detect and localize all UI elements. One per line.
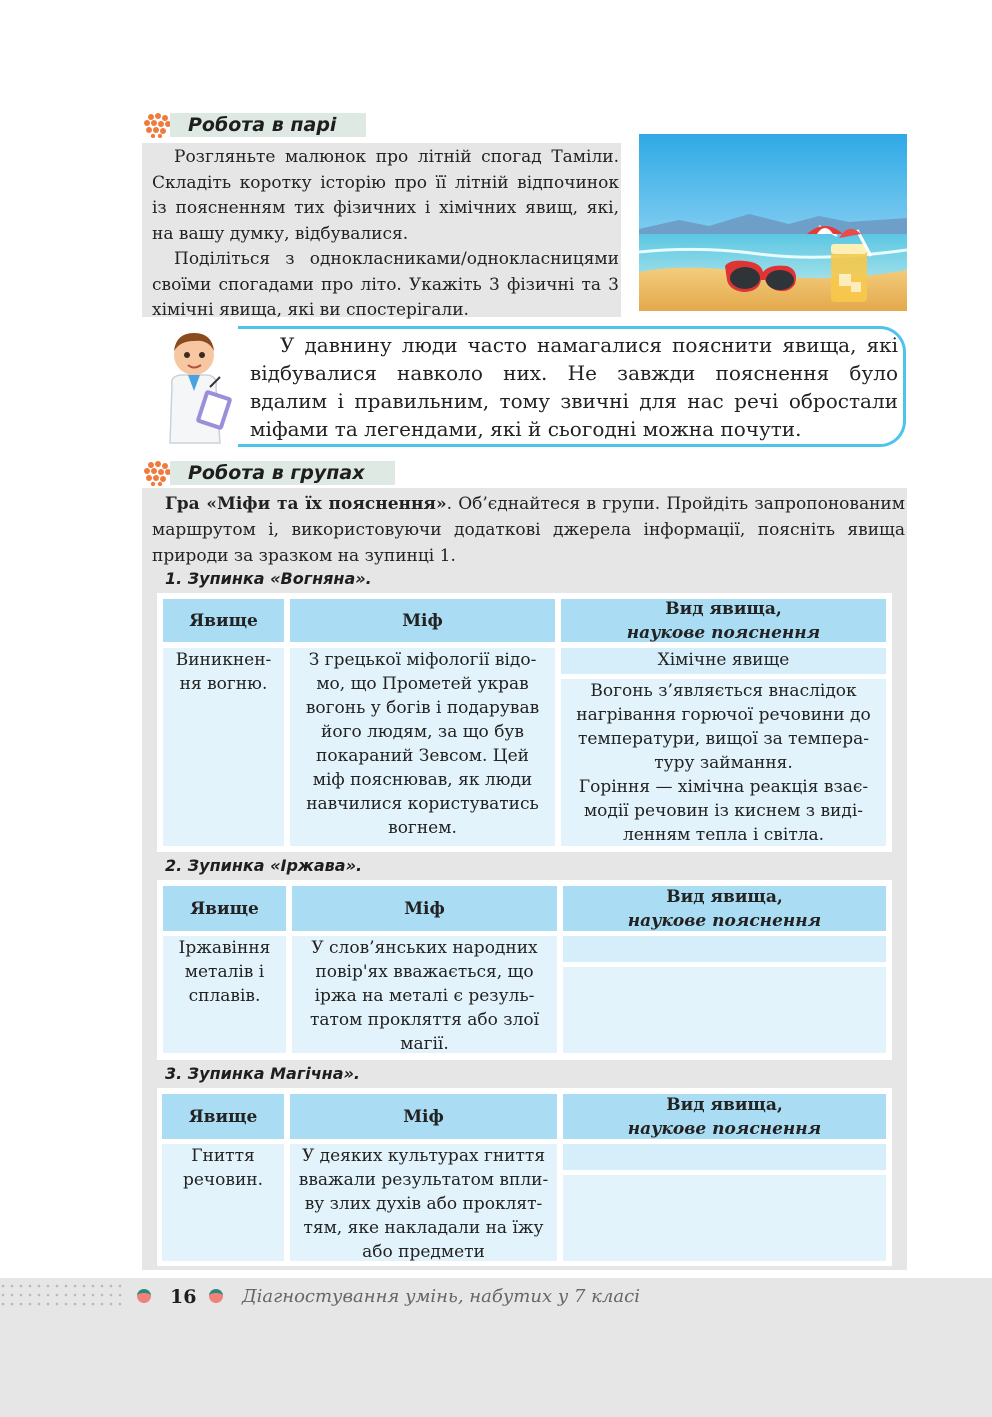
footer-dot-pattern	[0, 1282, 125, 1312]
header-type: Вид явища, наукове пояснення	[563, 1094, 886, 1139]
header-type: Вид явища, наукове пояснення	[563, 886, 886, 931]
stop-1-type: Хімічне явище	[561, 648, 886, 674]
stop-1-table	[157, 593, 892, 852]
stop-2-title: 2. Зупинка «Іржава».	[165, 856, 363, 875]
footer-caption: Діагностування умінь, набутих у 7 класі	[242, 1286, 640, 1307]
footer-bullet-icon	[209, 1289, 223, 1303]
game-instructions: . Об’єднайтеся в групи. Пройдіть запропонованим маршрутом і, використовуючи додаткові джерела інформації, поясніть явища природи за зразком на зупинці 1.	[152, 494, 905, 566]
stop-2-table	[157, 880, 892, 1060]
pair-work-paragraph-2: Поділіться з однокласниками/однокласницями своїми спогадами про літо. Укажіть 3 фізичні та 3 хімічні явища, які ви спостерігали.	[152, 249, 619, 320]
stop-2-phenomenon: Іржавіння металів і сплавів.	[163, 936, 286, 1053]
pair-work-paragraph-1: Розгляньте малюнок про літній спогад Таміли. Складіть коротку історію про її літній відпочинок із поясненням тих фізичних і хімічних явищ, які, на вашу думку, відбувалися.	[152, 147, 619, 244]
pair-work-heading	[142, 112, 366, 138]
stop-2-myth: У слов’янських народних повір'ях вважається, що іржа на металі є результатом прокляття або злої магії.	[292, 936, 557, 1053]
header-myth: Міф	[290, 599, 555, 642]
stop-3-explanation-answer[interactable]	[563, 1175, 886, 1261]
page-number: 16	[170, 1286, 197, 1308]
header-phenomenon: Явище	[163, 599, 284, 642]
stop-1-explanation	[561, 679, 886, 846]
stop-3-type-answer[interactable]	[563, 1144, 886, 1170]
header-phenomenon: Явище	[163, 886, 286, 931]
group-work-intro	[142, 491, 907, 569]
scientist-boy-illustration	[150, 325, 242, 445]
summer-beach-photo	[639, 134, 907, 311]
game-title: Гра «Міфи та їх пояснення»	[165, 494, 447, 514]
stop-2-type-answer[interactable]	[563, 936, 886, 962]
pair-work-task	[142, 143, 621, 320]
header-myth: Міф	[292, 886, 557, 931]
history-note	[250, 331, 898, 443]
stop-3-myth: У деяких культурах гниття вважали результатом впливу злих духів або прокляттям, яке накладали на їжу або предмети	[290, 1144, 557, 1261]
stop-3-phenomenon: Гниття речовин.	[162, 1144, 284, 1261]
header-type: Вид явища, наукове пояснення	[561, 599, 886, 642]
footer-bullet-icon	[137, 1289, 151, 1303]
stop-3-table	[157, 1088, 892, 1266]
stop-1-title: 1. Зупинка «Вогняна».	[165, 569, 372, 588]
group-work-heading	[142, 460, 395, 486]
stop-1-explanation-1: Вогонь з’являється внаслідок нагрівання горючої речовини до температури, вищої за температуру займання.	[576, 681, 871, 773]
group-work-label: Робота в групах	[170, 461, 395, 485]
history-note-text: У давнину люди часто намагалися пояснити явища, які відбувалися навколо них. Не завжди пояснення було вдалим і правильним, тому звичні для нас речі обростали міфами та легендами, які й сьогодні можна почути.	[250, 333, 898, 441]
stop-2-explanation-answer[interactable]	[563, 967, 886, 1053]
stop-1-phenomenon: Виникнення вогню.	[163, 648, 284, 846]
pair-work-label: Робота в парі	[170, 113, 366, 137]
stop-1-myth: З грецької міфології відомо, що Прометей украв вогонь у богів і подарував його людям, за що був покараний Зевсом. Цей міф пояснював, як люди навчилися користуватись вогнем.	[290, 648, 555, 846]
stop-1-explanation-2: Горіння — хімічна реакція взаємодії речовин із киснем з виділенням тепла і світла.	[578, 777, 869, 845]
header-myth: Міф	[290, 1094, 557, 1139]
stop-3-title: 3. Зупинка Магічна».	[165, 1064, 360, 1083]
header-phenomenon: Явище	[162, 1094, 284, 1139]
